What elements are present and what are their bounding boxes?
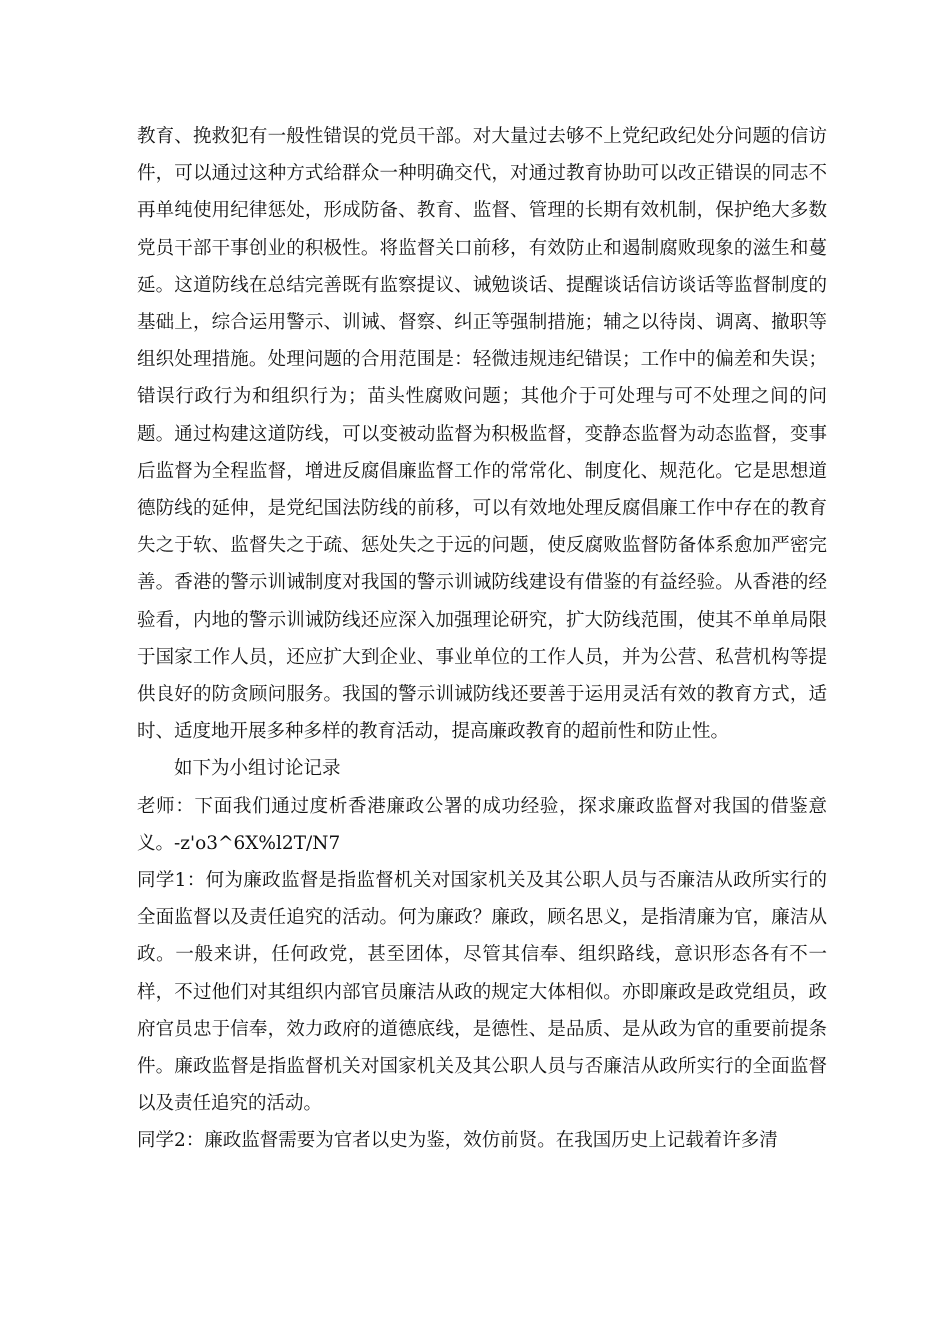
teacher-line: 老师：下面我们通过度析香港廉政公署的成功经验，探求廉政监督对我国的借鉴意义。-z'o3^6X%l2T/N7 — [137, 795, 827, 854]
body-paragraph: 教育、挽救犯有一般性错误的党员干部。对大量过去够不上党纪政纪处分问题的信访件，可以通过这种方式给群众一种明确交代，对通过教育协助可以改正错误的同志不再单纯使用纪律惩处，形成防备、教育、监督、管理的长期有效机制，保护绝大多数党员干部干事创业的积极性。将监督关口前移，有效防止和遏制腐败现象的滋生和蔓延。这道防线在总结完善既有监察提议、诫勉谈话、提醒谈话信访谈话等监督制度的基础上，综合运用警示、训诫、督察、纠正等强制措施；辅之以待岗、调离、撤职等组织处理措施。处理问题的合用范围是：轻微违规违纪错误；工作中的偏差和失误；错误行政行为和组织行为；苗头性腐败问题；其他介于可处理与可不处理之间的问题。通过构建这道防线，可以变被动监督为积极监督，变静态监督为动态监督，变事后监督为全程监督，增进反腐倡廉监督工作的常常化、制度化、规范化。它是思想道德防线的延伸，是党纪国法防线的前移，可以有效地处理反腐倡廉工作中存在的教育失之于软、监督失之于疏、惩处失之于远的问题，使反腐败监督防备体系愈加严密完善。香港的警示训诫制度对我国的警示训诫防线建设有借鉴的有益经验。从香港的经验看，内地的警示训诫防线还应深入加强理论研究，扩大防线范围，使其不单单局限于国家工作人员，还应扩大到企业、事业单位的工作人员，并为公营、私营机构等提供良好的防贪顾问服务。我国的警示训诫防线还要善于运用灵活有效的教育方式，适时、适度地开展多种多样的教育活动，提高廉政教育的超前性和防止性。 — [137, 126, 827, 743]
student2-line: 同学2：廉政监督需要为官者以史为鉴，效仿前贤。在我国历史上记载着许多清 — [137, 1130, 778, 1152]
document-body — [137, 118, 827, 1160]
student1-line: 同学1：何为廉政监督是指监督机关对国家机关及其公职人员与否廉洁从政所实行的全面监督以及责任追究的活动。何为廉政？廉政，顾名思义，是指清廉为官，廉洁从政。一般来讲，任何政党，甚至团体，尽管其信奉、组织路线，意识形态各有不一样，不过他们对其组织内部官员廉洁从政的规定大体相似。亦即廉政是政党组员，政府官员忠于信奉，效力政府的道德底线，是德性、是品质、是从政为官的重要前提条件。廉政监督是指监督机关对国家机关及其公职人员与否廉洁从政所实行的全面监督以及责任追究的活动。 — [137, 870, 827, 1115]
discussion-heading: 如下为小组讨论记录 — [174, 758, 341, 780]
